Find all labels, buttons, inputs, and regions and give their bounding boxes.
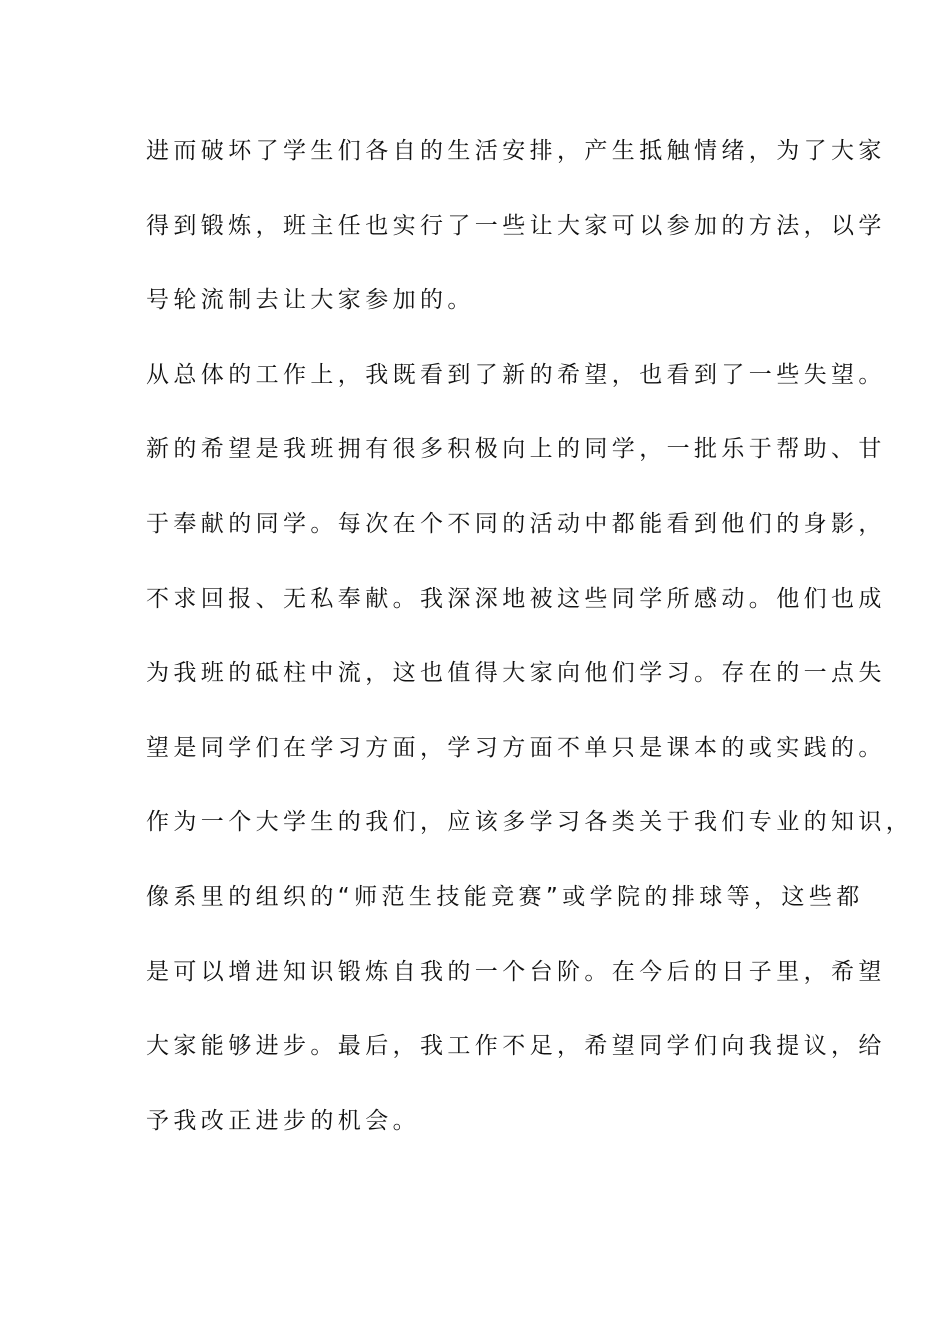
text-line-4: 从总体的工作上，我既看到了新的希望，也看到了一些失望。 (146, 361, 886, 388)
text-line-12: 是可以增进知识锻炼自我的一个台阶。在今后的日子里，希望 (146, 958, 886, 985)
text-line-2: 得到锻炼，班主任也实行了一些让大家可以参加的方法，以学 (146, 212, 886, 239)
text-line-8: 为我班的砥柱中流，这也值得大家向他们学习。存在的一点失 (146, 660, 886, 687)
text-line-14: 予我改正进步的机会。 (146, 1107, 420, 1134)
text-line-10: 作为一个大学生的我们，应该多学习各类关于我们专业的知识， (146, 809, 914, 836)
text-line-5: 新的希望是我班拥有很多积极向上的同学，一批乐于帮助、甘 (146, 436, 886, 463)
text-line-9: 望是同学们在学习方面，学习方面不单只是课本的或实践的。 (146, 734, 886, 761)
body-text (146, 128, 914, 1172)
text-line-1: 进而破坏了学生们各自的生活安排，产生抵触情绪，为了大家 (146, 138, 886, 164)
text-line-7: 不求回报、无私奉献。我深深地被这些同学所感动。他们也成 (146, 585, 886, 612)
text-line-6: 于奉献的同学。每次在个不同的活动中都能看到他们的身影， (146, 510, 886, 537)
text-line-13: 大家能够进步。最后，我工作不足，希望同学们向我提议，给 (146, 1033, 886, 1060)
text-line-3: 号轮流制去让大家参加的。 (146, 287, 475, 314)
text-line-11: 像系里的组织的“师范生技能竞赛”或学院的排球等，这些都 (146, 883, 864, 910)
